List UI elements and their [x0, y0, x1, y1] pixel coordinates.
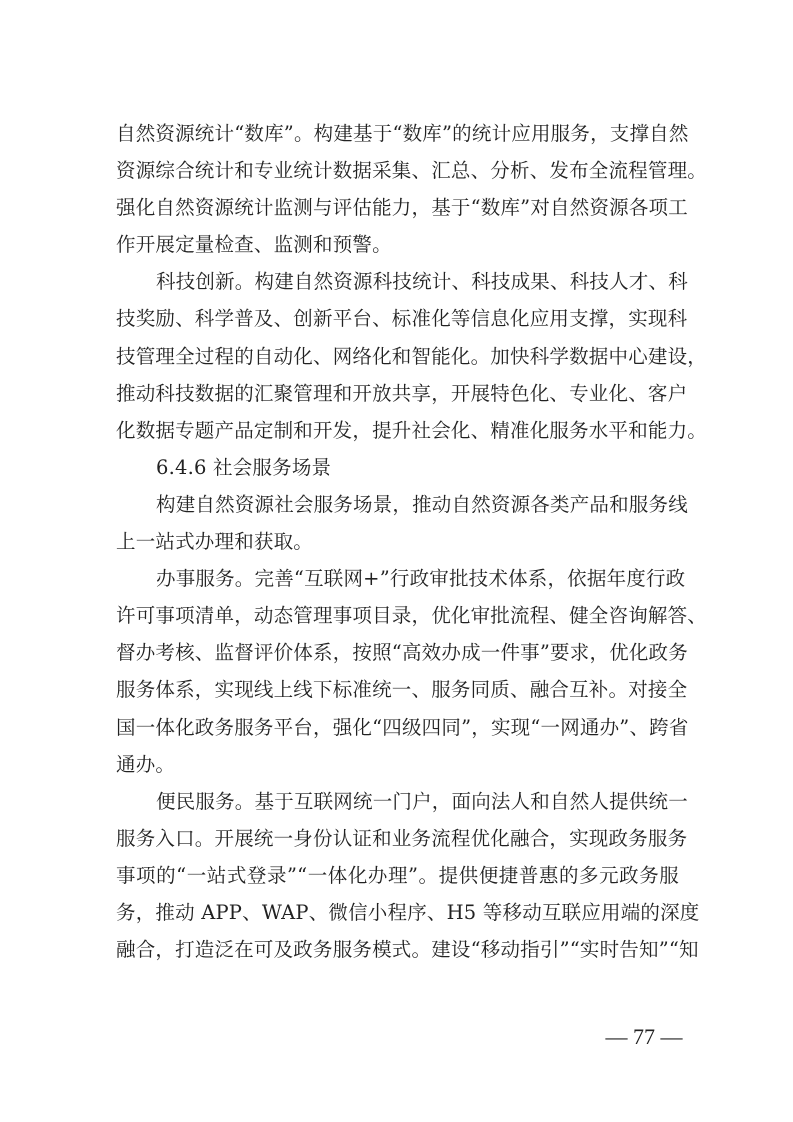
text-line: 办事服务。完善“互联网+”行政审批技术体系，依据年度行政 — [156, 567, 686, 591]
text-line: 事项的“一站式登录”“一体化办理”。提供便捷普惠的多元政务服 — [116, 863, 679, 887]
text-line: 作开展定量检查、监测和预警。 — [116, 233, 392, 257]
text-line: 融合，打造泛在可及政务服务模式。建设“移动指引”“实时告知”“知 — [116, 938, 699, 962]
section-heading — [116, 449, 679, 486]
paragraph-social-service-intro — [116, 486, 688, 560]
text-line: 推动科技数据的汇聚管理和开放共享，开展特色化、专业化、客户 — [116, 381, 688, 405]
paragraph-statistics-database — [116, 115, 708, 263]
text-line: 化数据专题产品定制和开发，提升社会化、精准化服务水平和能力。 — [116, 418, 708, 442]
text-line: 技管理全过程的自动化、网络化和智能化。加快科学数据中心建设， — [116, 344, 708, 368]
text-line: 技奖励、科学普及、创新平台、标准化等信息化应用支撑，实现科 — [116, 307, 688, 331]
text-line: 构建自然资源社会服务场景，推动自然资源各类产品和服务线 — [156, 492, 688, 516]
text-line: 通办。 — [116, 752, 176, 776]
paragraph-affairs-service — [116, 560, 708, 783]
text-line: 服务体系，实现线上线下标准统一、服务同质、融合互补。对接全 — [116, 678, 688, 702]
paragraph-tech-innovation — [116, 263, 708, 448]
text-line: 上一站式办理和获取。 — [116, 530, 314, 554]
text-line: 国一体化政务服务平台，强化“四级四同”，实现“一网通办”、跨省 — [116, 715, 689, 739]
text-line: 资源综合统计和专业统计数据采集、汇总、分析、发布全流程管理。 — [116, 159, 708, 183]
page-number: — 77 — — [605, 1024, 683, 1049]
paragraph-convenience-service — [116, 783, 700, 968]
text-line: 许可事项清单，动态管理事项目录，优化审批流程、健全咨询解答、 — [116, 604, 708, 628]
text-line: 科技创新。构建自然资源科技统计、科技成果、科技人才、科 — [156, 270, 688, 294]
text-line: 督办考核、监督评价体系，按照“高效办成一件事”要求，优化政务 — [116, 641, 688, 665]
body-text — [116, 115, 708, 968]
text-line: 自然资源统计“数库”。构建基于“数库”的统计应用服务，支撑自然 — [116, 122, 689, 145]
text-line: 便民服务。基于互联网统一门户，面向法人和自然人提供统一 — [156, 789, 688, 813]
text-line: 服务入口。开展统一身份认证和业务流程优化融合，实现政务服务 — [116, 826, 688, 850]
text-line: 强化自然资源统计监测与评估能力，基于“数库”对自然资源各项工 — [116, 196, 688, 220]
heading-text: 6.4.6 社会服务场景 — [156, 455, 332, 479]
text-line: 务，推动 APP、WAP、微信小程序、H5 等移动互联应用端的深度 — [116, 900, 700, 924]
